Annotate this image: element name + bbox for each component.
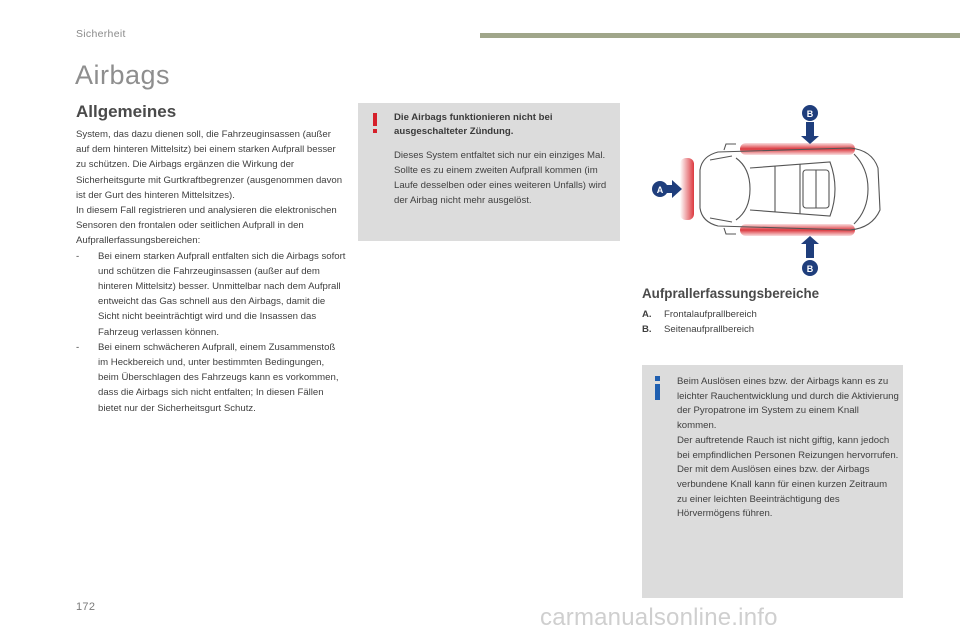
- zone-text: Frontalaufprallbereich: [664, 309, 757, 320]
- warning-box: [358, 103, 620, 241]
- car-outline: [700, 144, 880, 234]
- list-dash: -: [76, 250, 80, 262]
- info-text: Beim Auslösen eines bzw. der Airbags kann es zu leichter Rauchentwicklung und durch die Aktivierung der Pyropatrone im System zu einem Knall kommen. Der auftretende Rauch ist nicht giftig, kann jedoch bei empfindlichen Personen Reizungen hervorrufen. Der mit dem Auslösen eines bzw. der Airbags verbundene Knall kann für einen kurzen Zeitraum zu einer leichten Beeinträchtigung des Hörvermögens führen.: [677, 376, 899, 520]
- top-arrow: [801, 122, 819, 144]
- zone-letter: A.: [642, 309, 652, 320]
- list-item: [76, 249, 346, 340]
- info-box: [642, 365, 903, 598]
- list-item-text: Bei einem starken Aufprall entfalten sich die Airbags sofort und schützen die Fahrzeuginsassen (außer auf dem hinteren Mittelsitz) besser. Unmittelbar nach dem Aufprall entweicht das Gas schnell aus den Airbags, damit die Sicht nicht beeinträchtigt wird und die Insassen das Fahrzeug verlassen können.: [98, 250, 346, 338]
- list-item-text: Bei einem schwächeren Aufprall, einem Zusammenstoß im Heckbereich und, unter bestimmten Bedingungen, beim Überschlagen des Fahrzeugs kann es vorkommen, dass die Airbags sich nicht entfalten; In diesen Fällen bietet nur der Sicherheitsgurt Schutz.: [98, 341, 339, 414]
- general-text: [76, 127, 346, 416]
- warning-text: Dieses System entfaltet sich nur ein einziges Mal. Sollte es zu einem zweiten Aufprall kommen (im Laufe desselben oder eines weiteren Unfalls) wird der Airbag nicht mehr ausgelöst.: [394, 150, 607, 206]
- front-impact-zone: [680, 158, 694, 220]
- bottom-arrow: [801, 236, 819, 258]
- info-icon: [654, 375, 662, 401]
- general-paragraph: In diesem Fall registrieren und analysieren die elektronischen Sensoren den frontalen oder seitlichen Aufprall in den Aufprallerfassungsbereichen:: [76, 205, 337, 247]
- badge-a-label: A: [656, 185, 664, 195]
- list-item: [76, 340, 346, 416]
- zone-text: Seitenaufprallbereich: [664, 323, 755, 335]
- zone-item: [642, 308, 757, 323]
- zones-legend: [642, 308, 757, 337]
- impact-zones-diagram: [640, 98, 890, 283]
- page-title: Airbags: [75, 60, 171, 90]
- zone-letter: B.: [642, 323, 652, 335]
- section-heading-general: Allgemeines: [76, 102, 177, 121]
- badge-b-top-label: B: [806, 109, 814, 119]
- deployment-list: [76, 249, 346, 416]
- watermark: carmanualsonline.info: [540, 604, 778, 631]
- list-dash: -: [76, 341, 80, 353]
- section-label: Sicherheit: [76, 28, 126, 40]
- side-impact-zone-top: [740, 143, 855, 155]
- section-heading-zones: Aufprallerfassungsbereiche: [642, 286, 820, 301]
- warning-title: Die Airbags funktionieren nicht bei ausgeschalteter Zündung.: [394, 112, 553, 137]
- general-paragraph: System, das dazu dienen soll, die Fahrzeuginsassen (außer auf dem hinteren Mittelsitz) bei einem starken Aufprall besser zu schützen. Die Airbags ergänzen die Wirkung der Sicherheitsgurte mit Gurtkraftbegrenzer (ausgenommen davon ist der Gurt des hinteren Mittelsitzes).: [76, 129, 343, 201]
- zone-item: [642, 323, 757, 338]
- page-number: 172: [76, 601, 96, 613]
- exclamation-icon: [370, 111, 380, 135]
- header-bar: [480, 33, 960, 38]
- badge-b-bottom-label: B: [806, 264, 814, 274]
